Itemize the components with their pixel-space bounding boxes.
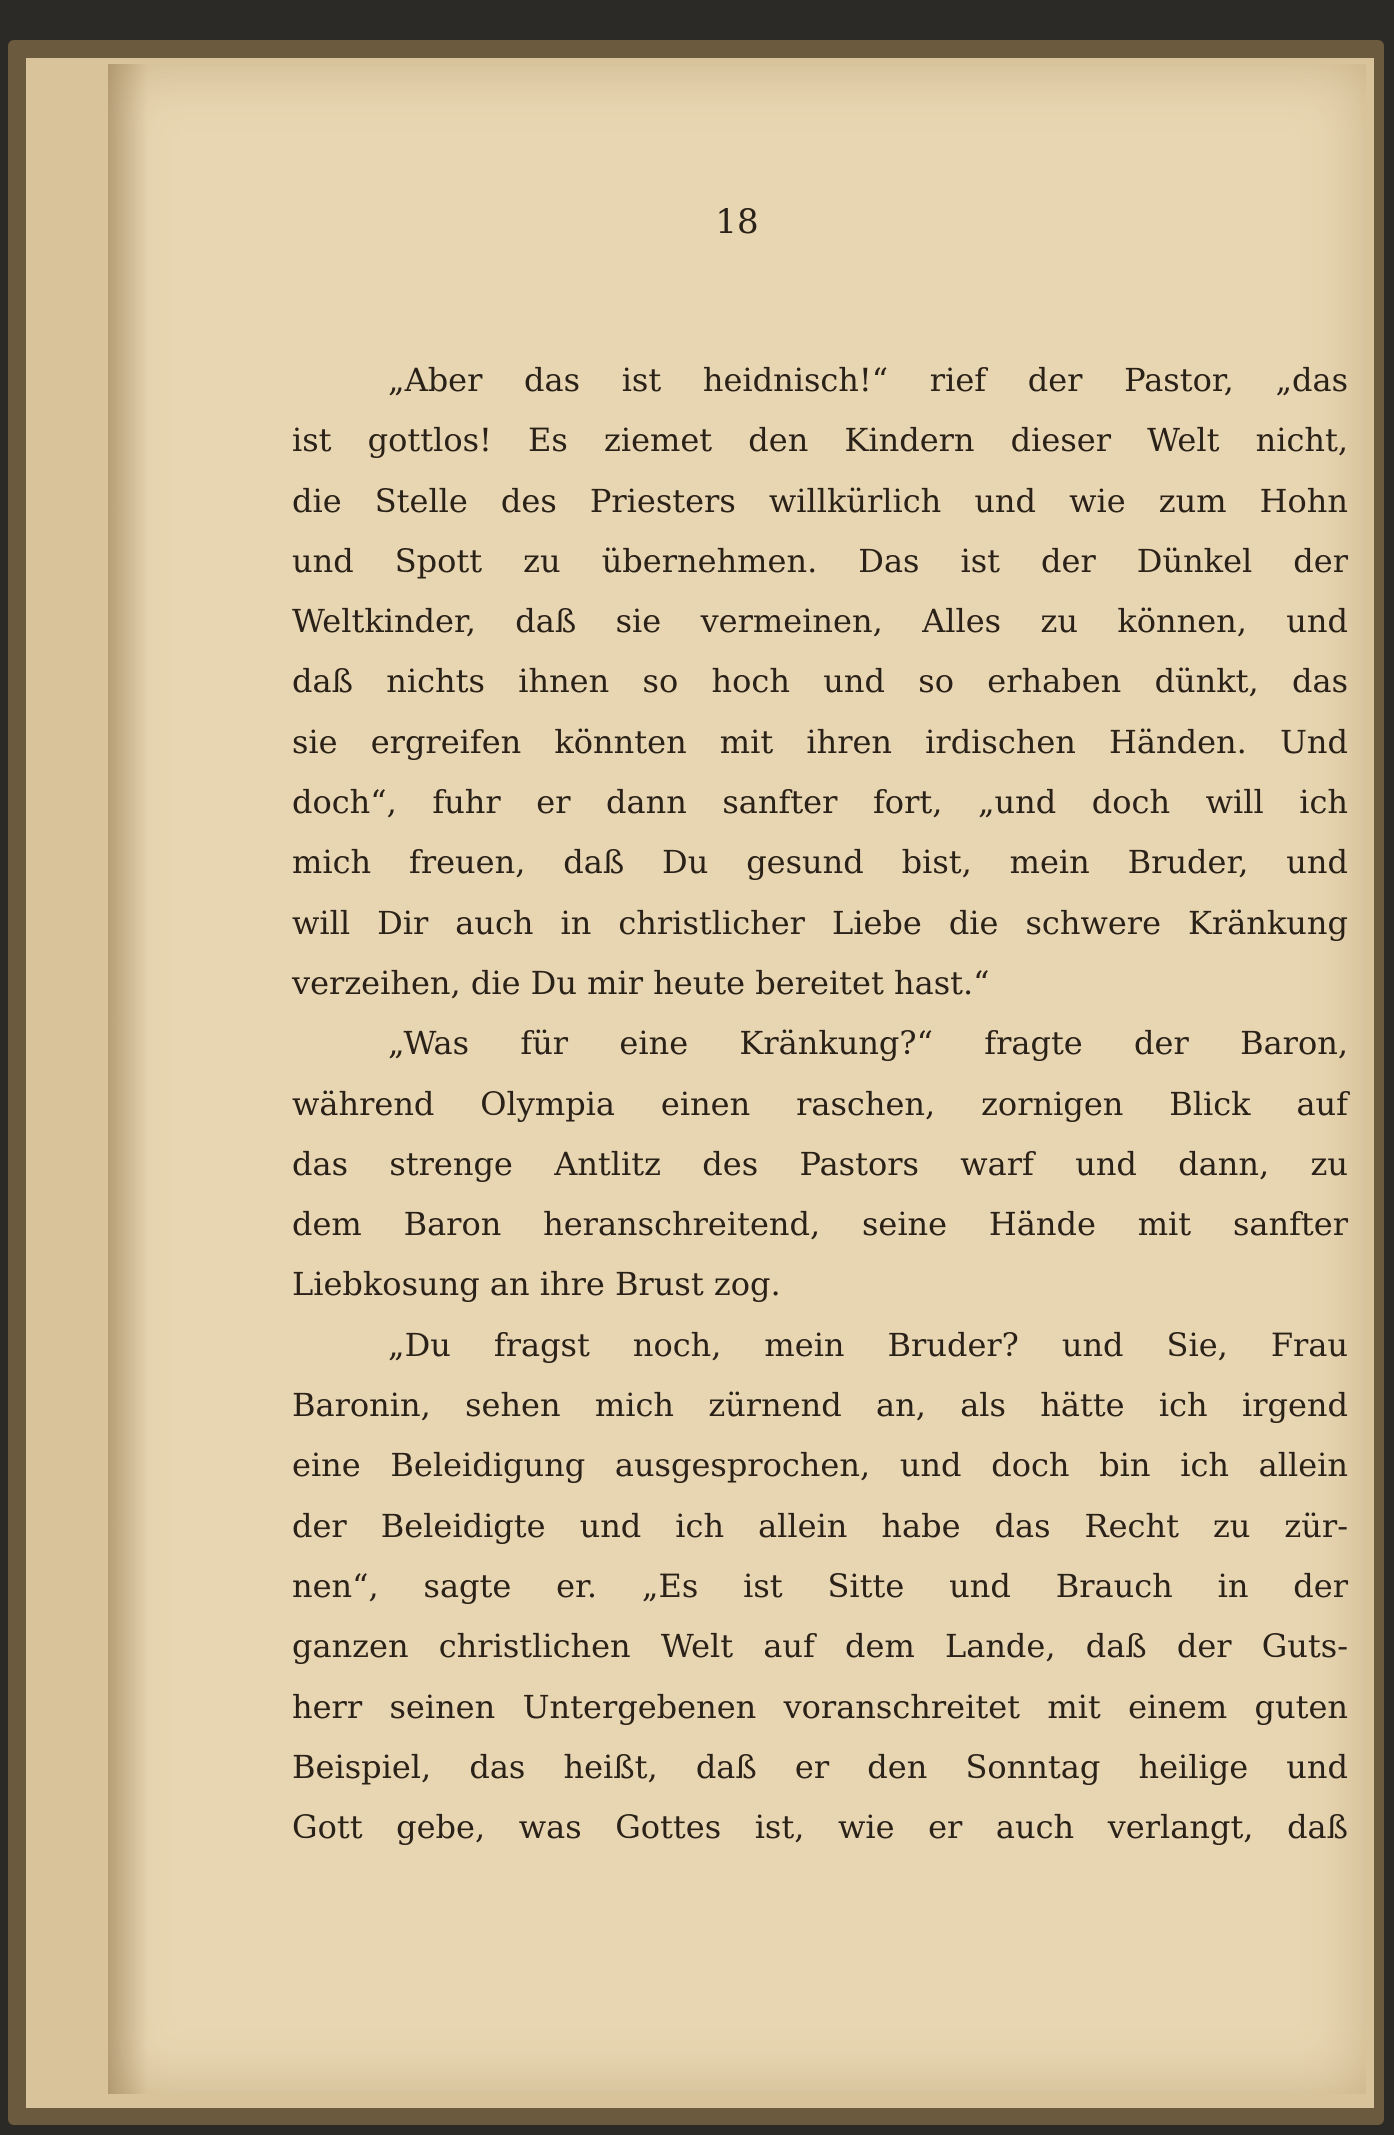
text-line: Weltkinder, daß sie vermeinen, Alles zu können, und [292, 602, 1348, 641]
body-text [292, 350, 1348, 1857]
text-line: ganzen christlichen Welt auf dem Lande, daß der Guts- [292, 1627, 1348, 1666]
text-line: eine Beleidigung ausgesprochen, und doch bin ich allein [292, 1446, 1348, 1485]
text-line: „Was für eine Kränkung?“ fragte der Baron, [388, 1024, 1348, 1063]
spine-shadow [108, 64, 148, 2094]
text-line: die Stelle des Priesters willkürlich und wie zum Hohn [292, 481, 1348, 520]
text-line: Baronin, sehen mich zürnend an, als hätte ich irgend [292, 1386, 1348, 1425]
text-line: ist gottlos! Es ziemet den Kindern dieser Welt nicht, [292, 421, 1348, 460]
text-line: dem Baron heranschreitend, seine Hände mit sanfter [292, 1205, 1348, 1244]
text-line: mich freuen, daß Du gesund bist, mein Bruder, und [292, 843, 1348, 882]
text-line: herr seinen Untergebenen voranschreitet mit einem guten [292, 1687, 1348, 1726]
page-number: 18 [715, 202, 759, 242]
text-line: daß nichts ihnen so hoch und so erhaben dünkt, das [292, 662, 1348, 701]
text-line: „Du fragst noch, mein Bruder? und Sie, Frau [388, 1325, 1348, 1364]
text-line: doch“, fuhr er dann sanfter fort, „und doch will ich [292, 783, 1348, 822]
book-page [108, 64, 1366, 2094]
text-line: Liebkosung an ihre Brust zog. [292, 1265, 781, 1304]
text-line: will Dir auch in christlicher Liebe die schwere Kränkung [292, 903, 1348, 942]
text-line: Gott gebe, was Gottes ist, wie er auch verlangt, daß [292, 1808, 1348, 1847]
text-line: Beispiel, das heißt, daß er den Sonntag heilige und [292, 1747, 1348, 1786]
text-line: während Olympia einen raschen, zornigen Blick auf [292, 1084, 1348, 1123]
text-line: und Spott zu übernehmen. Das ist der Dünkel der [292, 541, 1348, 580]
text-line: nen“, sagte er. „Es ist Sitte und Brauch in der [292, 1566, 1348, 1605]
text-line: verzeihen, die Du mir heute bereitet hast.“ [292, 963, 990, 1002]
text-line: sie ergreifen könnten mit ihren irdischen Händen. Und [292, 722, 1348, 761]
text-line: das strenge Antlitz des Pastors warf und dann, zu [292, 1144, 1348, 1183]
text-line: der Beleidigte und ich allein habe das Recht zu zür- [292, 1506, 1348, 1545]
text-line: „Aber das ist heidnisch!“ rief der Pastor, „das [388, 361, 1348, 399]
